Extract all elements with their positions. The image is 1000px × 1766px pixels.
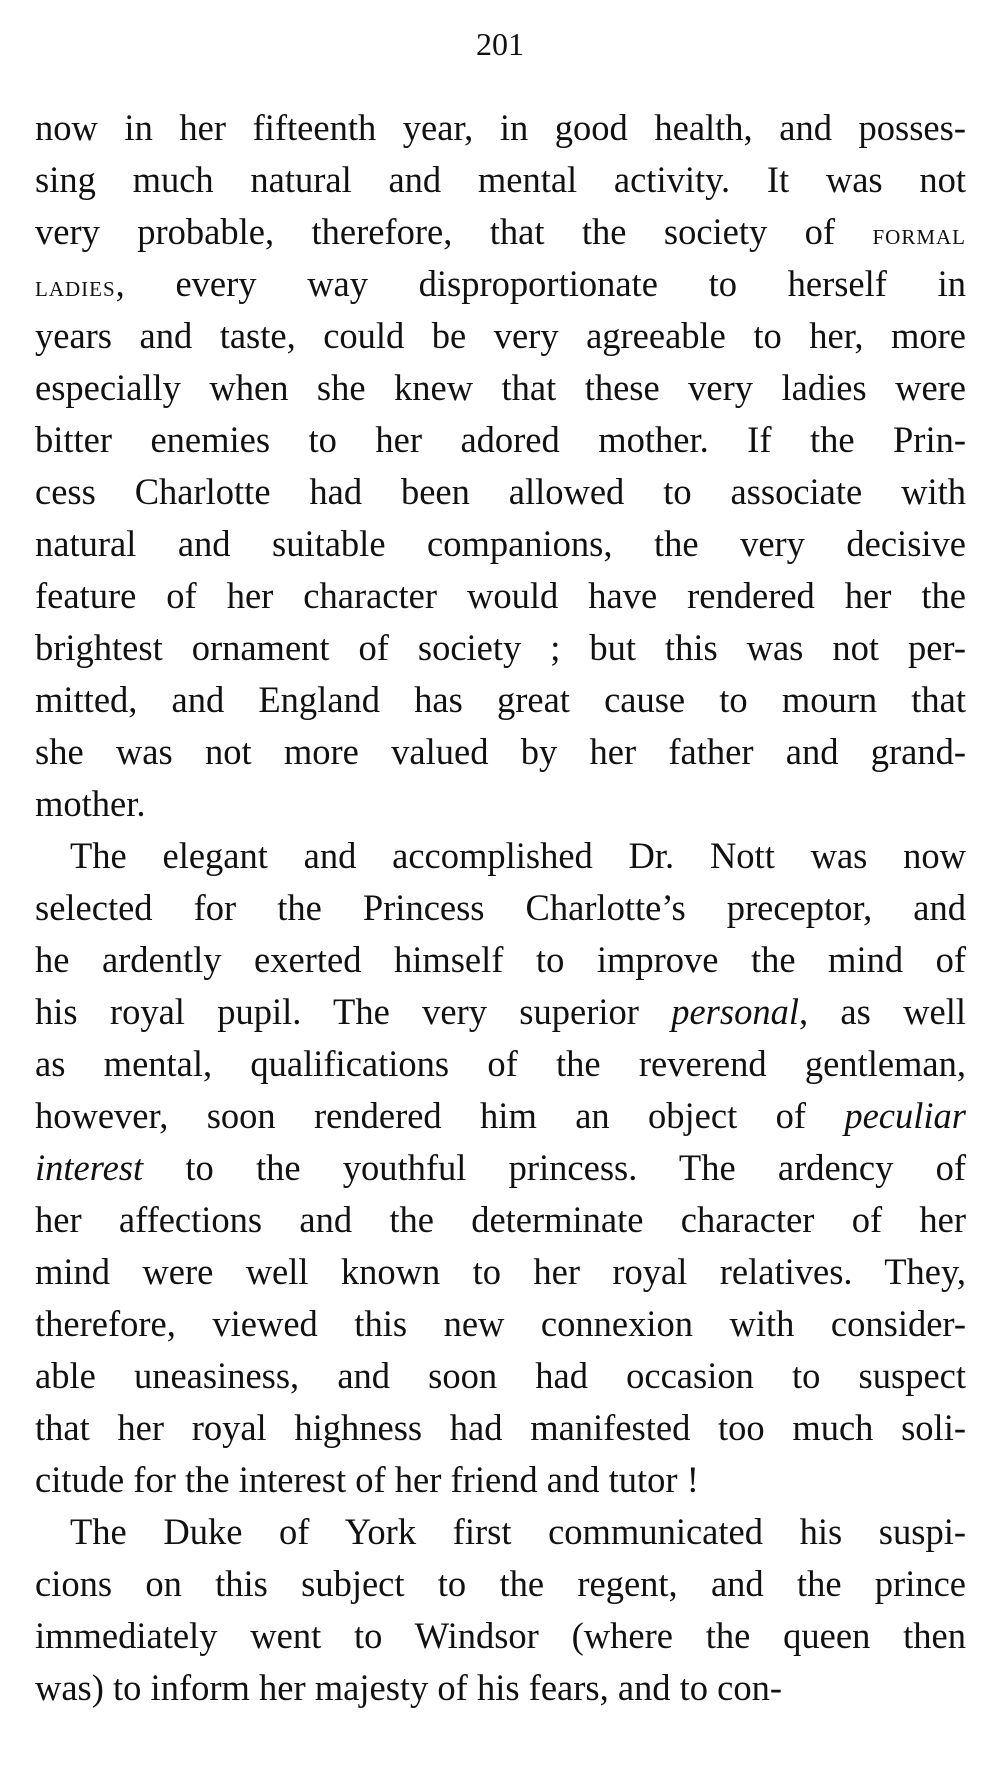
text-line [35, 1610, 966, 1662]
paragraph-2 [35, 830, 966, 1506]
text-line [35, 1194, 966, 1246]
text-fragment: cions on this subject to the regent, and the prince [35, 1563, 966, 1604]
paragraph-3 [35, 1506, 966, 1714]
text-line [35, 1402, 966, 1454]
text-line [35, 1038, 966, 1090]
text-line [35, 1350, 966, 1402]
text-fragment: The elegant and accomplished Dr. Nott was now [70, 835, 966, 876]
text-fragment: citude for the interest of her friend and tutor ! [35, 1459, 699, 1500]
text-fragment: mind were well known to her royal relatives. They, [35, 1251, 966, 1292]
text-fragment: however, soon rendered him an object of [35, 1095, 845, 1136]
text-fragment: she was not more valued by her father and grand- [35, 731, 966, 772]
text-fragment: was) to inform her majesty of his fears, and to con- [35, 1667, 783, 1708]
text-line [35, 986, 966, 1038]
text-line [35, 1662, 966, 1714]
text-fragment: very probable, therefore, that the society of [35, 211, 873, 252]
text-line [35, 1558, 966, 1610]
text-fragment: feature of her character would have rendered her the [35, 575, 966, 616]
text-fragment: natural and suitable companions, the very decisive [35, 523, 966, 564]
text-fragment: immediately went to Windsor (where the queen then [35, 1615, 966, 1656]
text-fragment: selected for the Princess Charlotte’s preceptor, and [35, 887, 966, 928]
text-fragment: his royal pupil. The very superior [35, 991, 672, 1032]
text-line [35, 102, 966, 154]
text-fragment: as mental, qualifications of the reverend gentleman, [35, 1043, 966, 1084]
text-fragment: cess Charlotte had been allowed to associate with [35, 471, 966, 512]
text-fragment: able uneasiness, and soon had occasion to suspect [35, 1355, 966, 1396]
body-text [35, 102, 966, 1714]
text-fragment: her affections and the determinate character of her [35, 1199, 966, 1240]
text-line [35, 1506, 966, 1558]
italic-text: peculiar [844, 1095, 966, 1136]
italic-text: personal [671, 991, 799, 1032]
text-line [35, 726, 966, 778]
text-fragment: to the youthful princess. The ardency of [143, 1147, 966, 1188]
text-line [35, 362, 966, 414]
text-fragment: now in her fifteenth year, in good health, and posses- [35, 107, 966, 148]
text-fragment: brightest ornament of society ; but this was not per- [35, 627, 966, 668]
text-fragment: mitted, and England has great cause to mourn that [35, 679, 966, 720]
text-fragment: therefore, viewed this new connexion with consider- [35, 1303, 966, 1344]
text-line [35, 674, 966, 726]
text-fragment: mother. [35, 783, 146, 824]
paragraph-1 [35, 102, 966, 830]
text-fragment: years and taste, could be very agreeable to her, more [35, 315, 966, 356]
italic-text: interest [35, 1147, 144, 1188]
text-line [35, 1298, 966, 1350]
text-line [35, 154, 966, 206]
text-fragment: that her royal highness had manifested too much soli- [35, 1407, 966, 1448]
text-line [35, 466, 966, 518]
text-fragment: , as well [798, 991, 966, 1032]
text-line [35, 882, 966, 934]
text-fragment: , every way disproportionate to herself in [115, 263, 966, 304]
text-line [35, 1142, 966, 1194]
text-fragment: bitter enemies to her adored mother. If the Prin- [35, 419, 966, 460]
text-line [35, 1454, 966, 1506]
text-fragment: sing much natural and mental activity. It was not [35, 159, 966, 200]
text-line [35, 934, 966, 986]
text-line [35, 518, 966, 570]
text-line [35, 1090, 966, 1142]
text-line [35, 310, 966, 362]
text-fragment: he ardently exerted himself to improve the mind of [35, 939, 966, 980]
text-line [35, 206, 966, 258]
text-line [35, 778, 966, 830]
text-line [35, 414, 966, 466]
text-fragment: especially when she knew that these very ladies were [35, 367, 966, 408]
text-line [35, 258, 966, 310]
small-caps-text: formal [872, 218, 966, 251]
page-number: 201 [476, 26, 524, 62]
text-line [35, 622, 966, 674]
text-line [35, 1246, 966, 1298]
small-caps-text: ladies [35, 270, 116, 303]
text-line [35, 830, 966, 882]
text-fragment: The Duke of York first communicated his suspi- [70, 1511, 966, 1552]
text-line [35, 570, 966, 622]
